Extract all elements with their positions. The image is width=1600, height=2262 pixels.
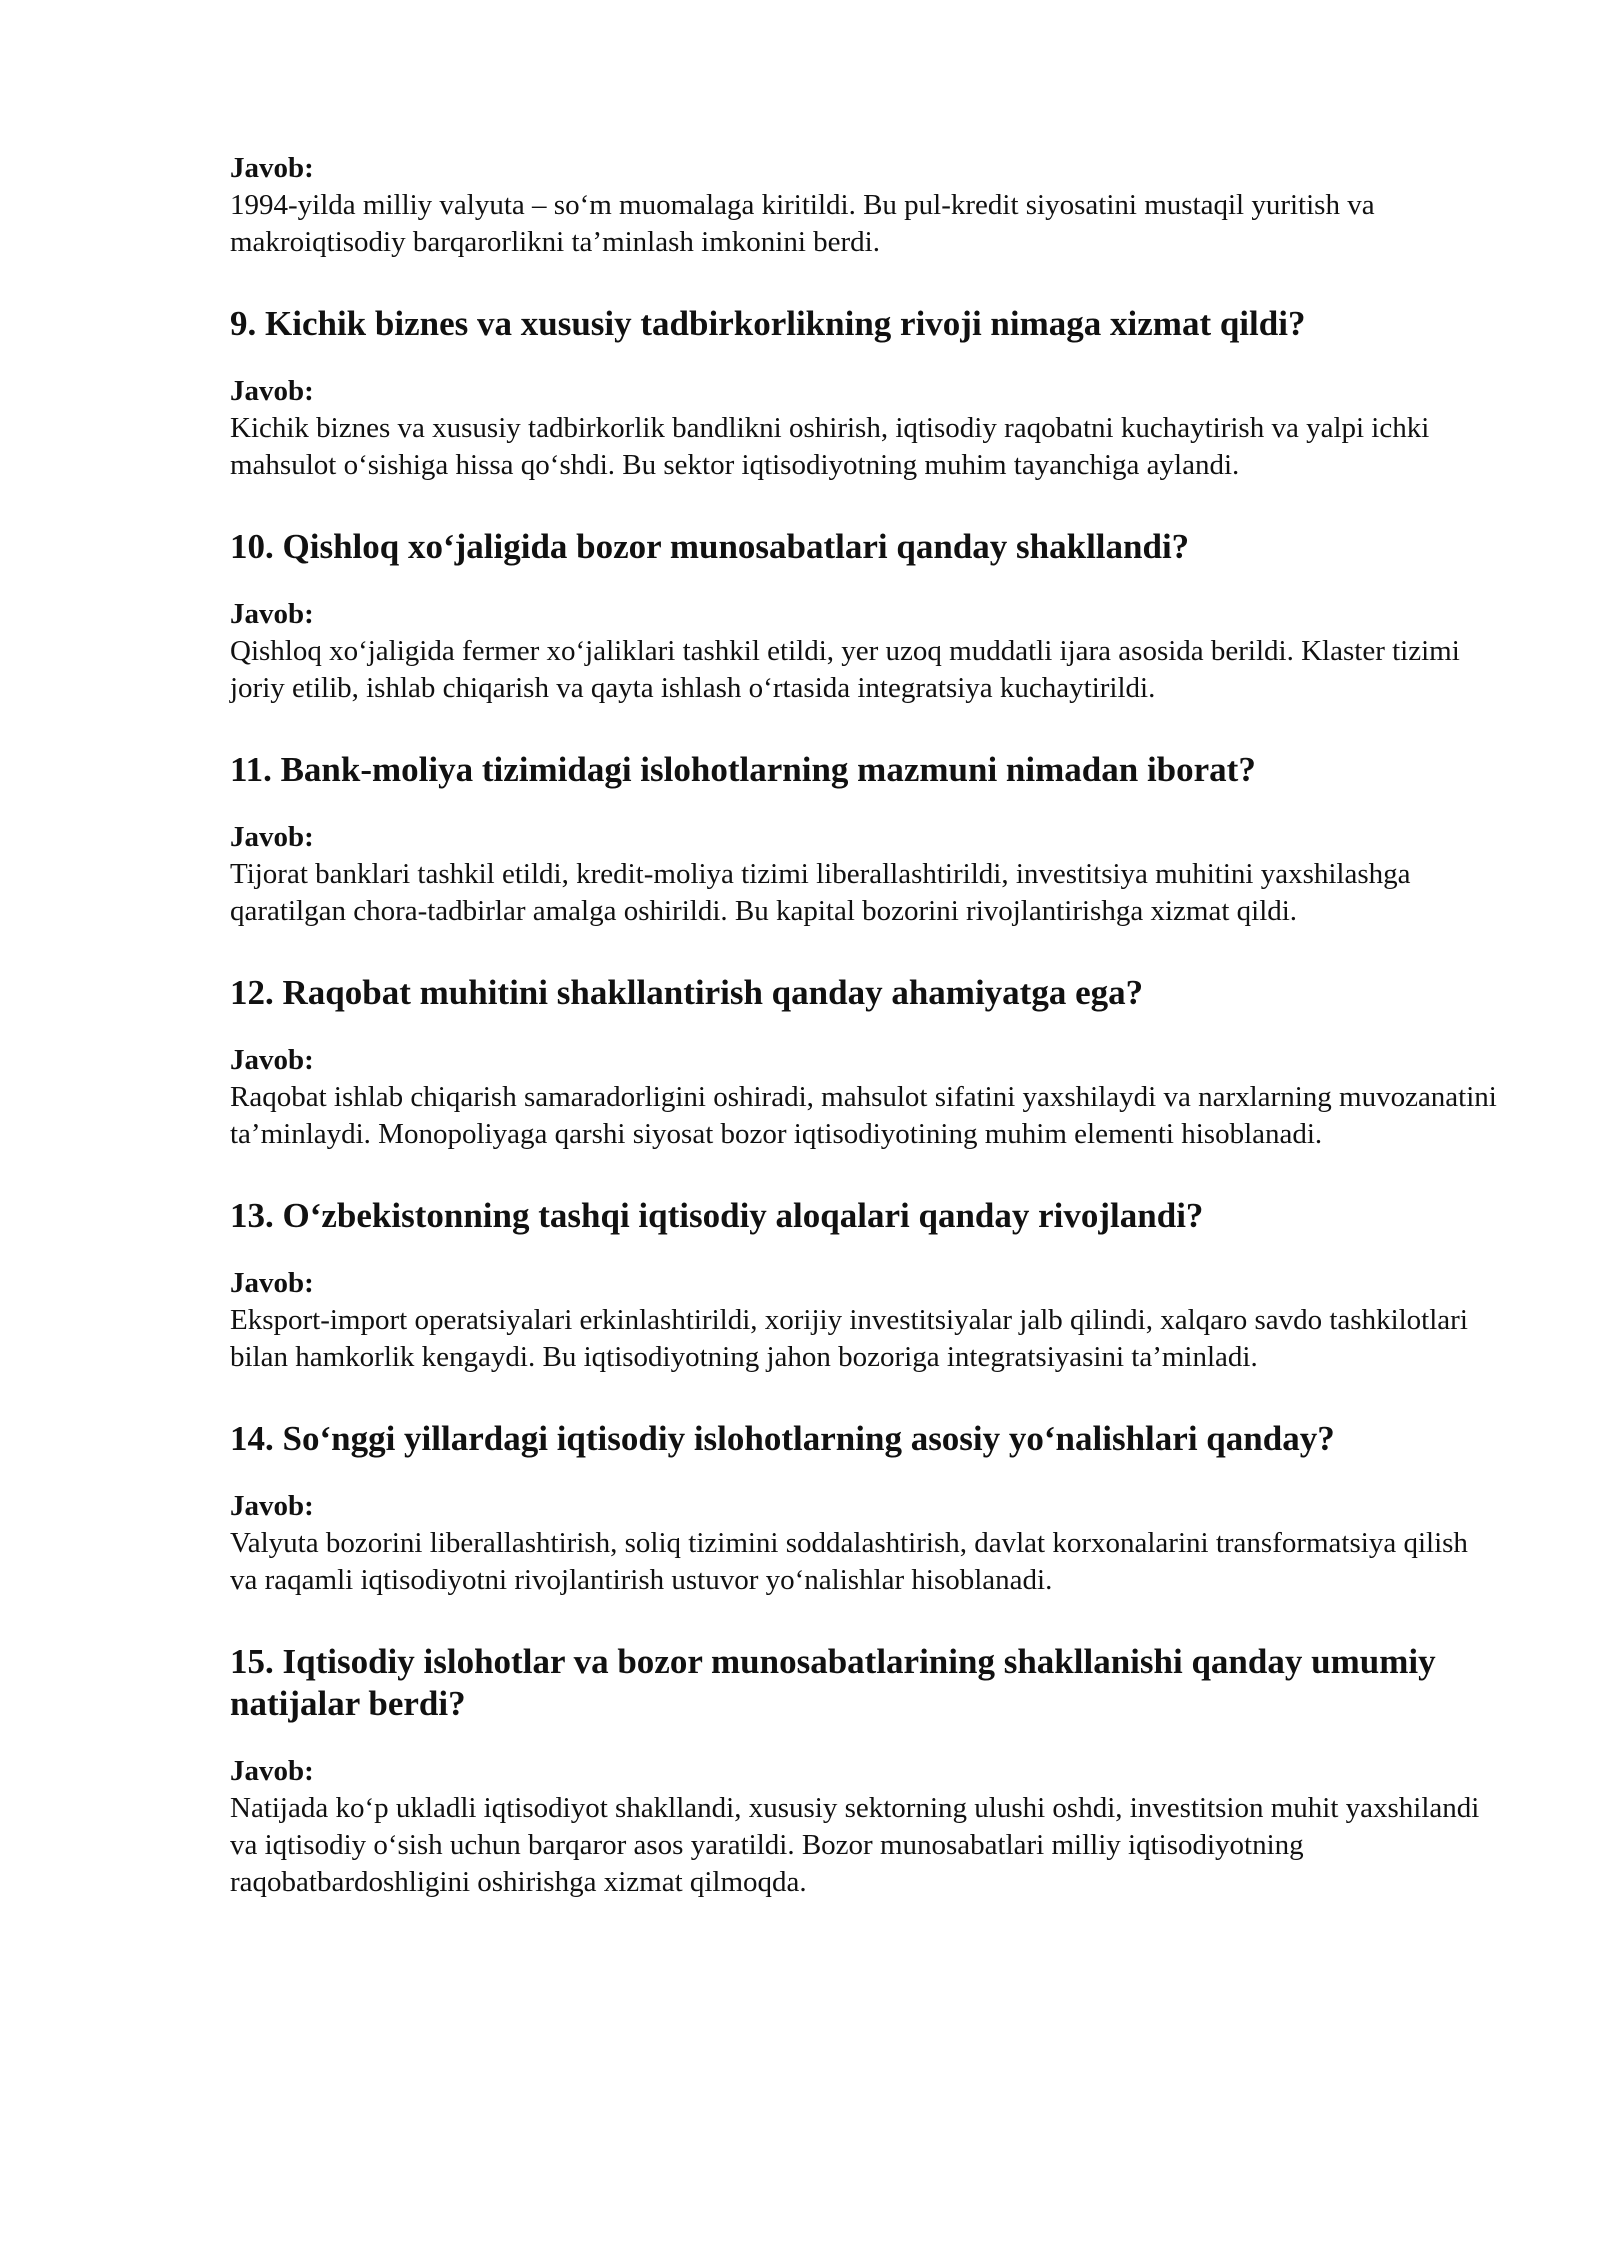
answer-text: Kichik biznes va xususiy tadbirkorlik bandlikni oshirish, iqtisodiy raqobatni kuchaytirish va yalpi ichki mahsulot o‘sishiga hissa qo‘shdi. Bu sektor iqtisodiyotning muhim tayanchiga aylandi. [230,412,1430,481]
question-heading: 14. So‘nggi yillardagi iqtisodiy islohotlarning asosiy yo‘nalishlari qanday? [230,1419,1335,1458]
answer-text: Tijorat banklari tashkil etildi, kredit-moliya tizimi liberallashtirildi, investitsiya muhitini yaxshilashga qaratilgan chora-tadbirlar amalga oshirildi. Bu kapital bozorini rivojlantirishga xizmat qildi. [230,858,1411,927]
answer-text: Eksport-import operatsiyalari erkinlashtirildi, xorijiy investitsiyalar jalb qilindi, xalqaro savdo tashkilotlari bilan hamkorlik kengaydi. Bu iqtisodiyotning jahon bozoriga integratsiyasini ta’minladi. [230,1304,1468,1373]
question-heading: 15. Iqtisodiy islohotlar va bozor munosabatlarining shakllanishi qanday umumiy natijalar berdi? [230,1642,1436,1723]
answer-label: Javob: [230,598,314,630]
document-page [230,150,1500,1943]
intro-answer-block [230,150,1500,261]
question-heading: 13. O‘zbekistonning tashqi iqtisodiy aloqalari qanday rivojlandi? [230,1196,1204,1235]
answer-label: Javob: [230,152,314,184]
answer-label: Javob: [230,1267,314,1299]
answer-label: Javob: [230,1490,314,1522]
qa-block-14 [230,1418,1500,1599]
qa-block-15 [230,1641,1500,1901]
question-heading: 11. Bank-moliya tizimidagi islohotlarning mazmuni nimadan iborat? [230,750,1256,789]
answer-text: Natijada ko‘p ukladli iqtisodiyot shakllandi, xususiy sektorning ulushi oshdi, investitsion muhit yaxshilandi va iqtisodiy o‘sish uchun barqaror asos yaratildi. Bozor munosabatlari milliy iqtisodiyotning raqobatbardoshligini oshirishga xizmat qilmoqda. [230,1792,1480,1898]
question-heading: 9. Kichik biznes va xususiy tadbirkorlikning rivoji nimaga xizmat qildi? [230,304,1306,343]
question-heading: 10. Qishloq xo‘jaligida bozor munosabatlari qanday shakllandi? [230,527,1190,566]
qa-block-12 [230,972,1500,1153]
answer-text: Qishloq xo‘jaligida fermer xo‘jaliklari tashkil etildi, yer uzoq muddatli ijara asosida berildi. Klaster tizimi joriy etilib, ishlab chiqarish va qayta ishlash o‘rtasida integratsiya kuchaytirildi. [230,635,1460,704]
answer-text: Valyuta bozorini liberallashtirish, soliq tizimini soddalashtirish, davlat korxonalarini transformatsiya qilish va raqamli iqtisodiyotni rivojlantirish ustuvor yo‘nalishlar hisoblanadi. [230,1527,1468,1596]
answer-label: Javob: [230,1755,314,1787]
qa-block-10 [230,526,1500,707]
answer-text: 1994-yilda milliy valyuta – so‘m muomalaga kiritildi. Bu pul-kredit siyosatini mustaqil yuritish va makroiqtisodiy barqarorlikni ta’minlash imkonini berdi. [230,189,1375,258]
answer-text: Raqobat ishlab chiqarish samaradorligini oshiradi, mahsulot sifatini yaxshilaydi va narxlarning muvozanatini ta’minlaydi. Monopoliyaga qarshi siyosat bozor iqtisodiyotining muhim elementi hisoblanadi. [230,1081,1497,1150]
answer-label: Javob: [230,1044,314,1076]
qa-block-9 [230,303,1500,484]
answer-label: Javob: [230,375,314,407]
question-heading: 12. Raqobat muhitini shakllantirish qanday ahamiyatga ega? [230,973,1144,1012]
qa-block-13 [230,1195,1500,1376]
answer-label: Javob: [230,821,314,853]
qa-block-11 [230,749,1500,930]
